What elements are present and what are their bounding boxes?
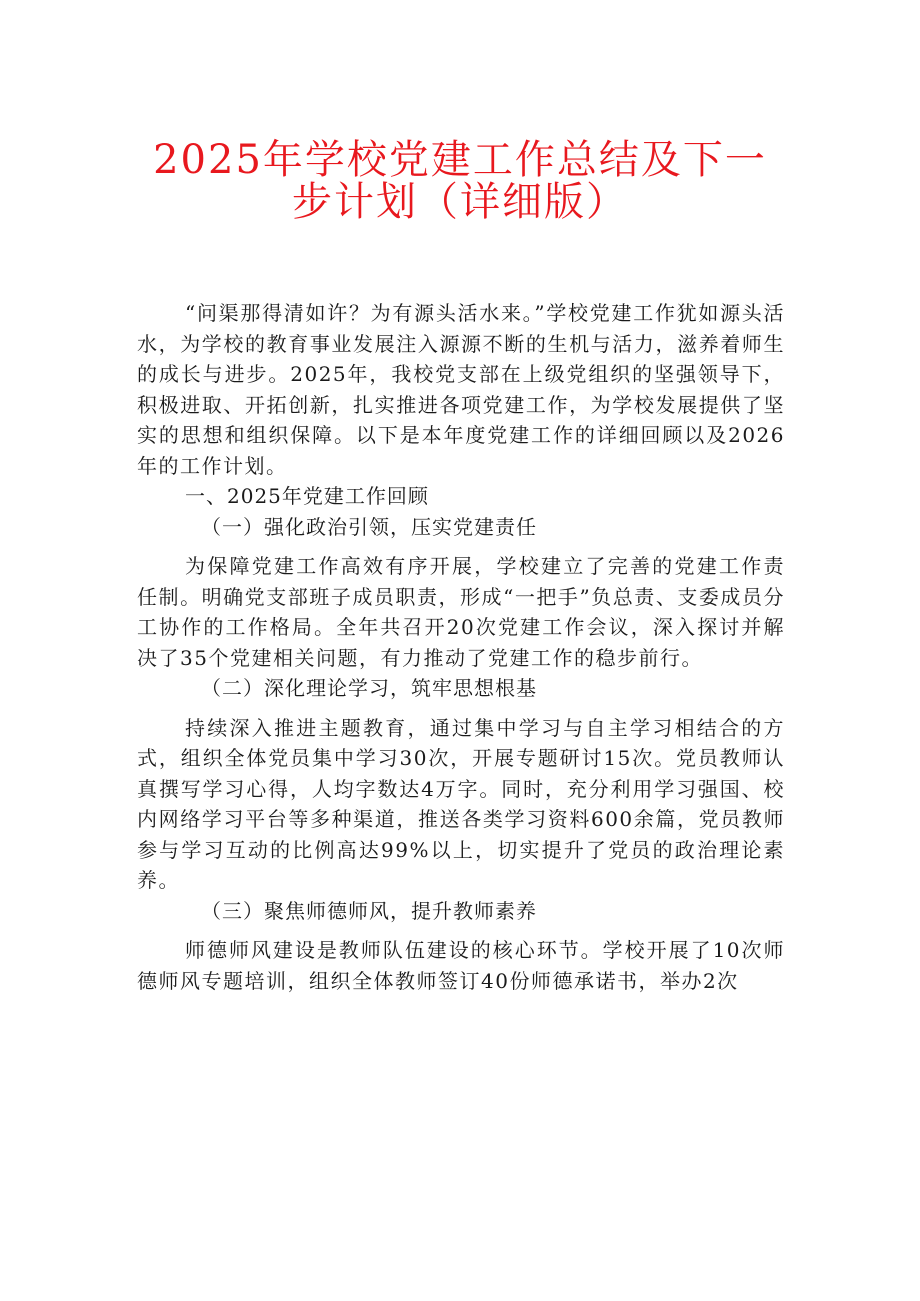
subsection-paragraph-1: 为保障党建工作高效有序开展，学校建立了完善的党建工作责任制。明确党支部班子成员职责，形成“一把手”负总责、支委成员分工协作的工作格局。全年共召开20次党建工作会议，深入探讨并解决了35个党建相关问题，有力推动了党建工作的稳步前行。 bbox=[137, 554, 785, 670]
subsection-paragraph-2: 持续深入推进主题教育，通过集中学习与自主学习相结合的方式，组织全体党员集中学习30次，开展专题研讨15次。党员教师认真撰写学习心得，人均字数达4万字。同时，充分利用学习强国、校内网络学习平台等多种渠道，推送各类学习资料600余篇，党员教师参与学习互动的比例高达99%以上，切实提升了党员的政治理论素养。 bbox=[137, 715, 785, 892]
document-title-line-1: 2025年学校党建工作总结及下一 bbox=[153, 137, 767, 183]
subsection-heading-1: （一）强化政治引领，压实党建责任 bbox=[201, 514, 537, 539]
document-body bbox=[137, 298, 785, 996]
subsection-heading-2: （二）深化理论学习，筑牢思想根基 bbox=[201, 676, 537, 700]
intro-paragraph: “问渠那得清如许？为有源头活水来。”学校党建工作犹如源头活水，为学校的教育事业发展注入源源不断的生机与活力，滋养着师生的成长与进步。2025年，我校党支部在上级党组织的坚强领导下，积极进取、开拓创新，扎实推进各项党建工作，为学校发展提供了坚实的思想和组织保障。以下是本年度党建工作的详细回顾以及2026年的工作计划。 bbox=[137, 301, 785, 478]
subsection-paragraph-3: 师德师风建设是教师队伍建设的核心环节。学校开展了10次师德师风专题培训，组织全体教师签订40份师德承诺书，举办2次 bbox=[137, 938, 785, 993]
subsection-heading-3: （三）聚焦师德师风，提升教师素养 bbox=[201, 898, 537, 923]
section-heading-review: 一、2025年党建工作回顾 bbox=[185, 484, 429, 508]
document-title-line-2: 步计划（详细版） bbox=[292, 179, 628, 225]
